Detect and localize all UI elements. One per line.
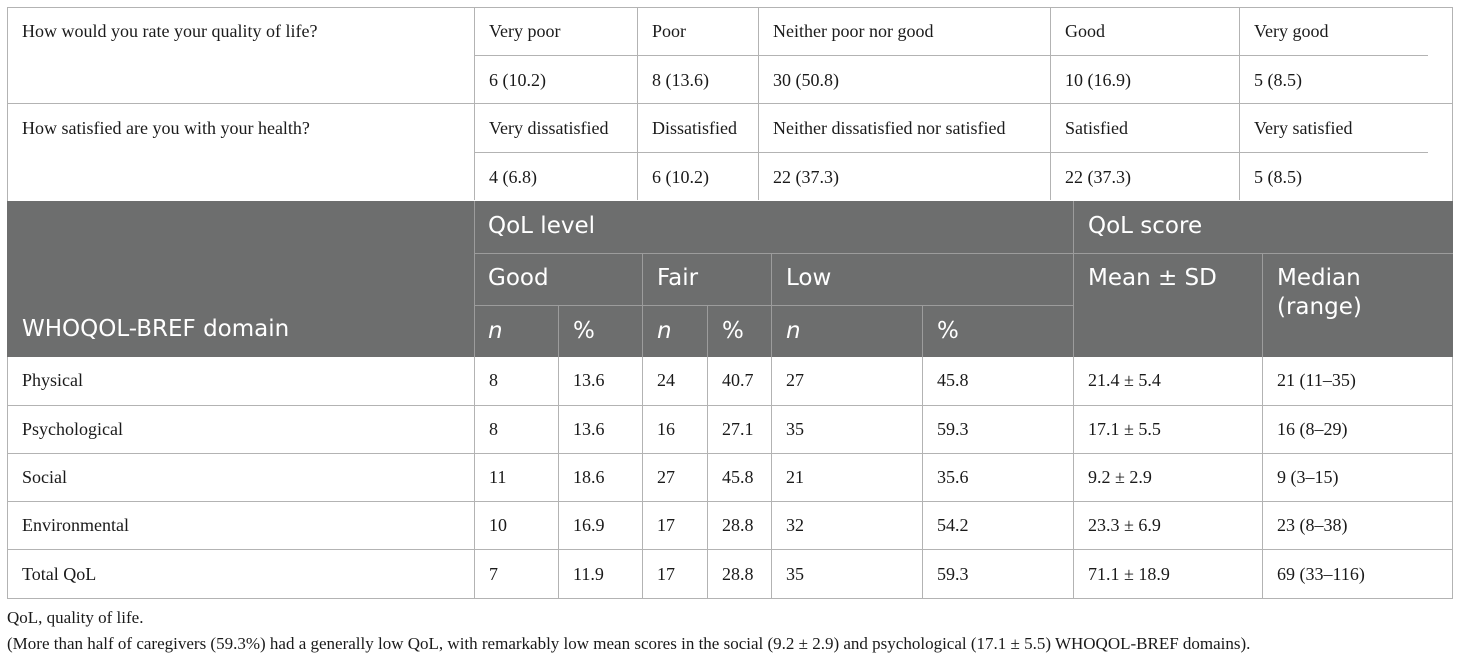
median-range: 23 (8–38) xyxy=(1277,515,1348,535)
mean-sd: 17.1 ± 5.5 xyxy=(1088,419,1161,439)
col-divider xyxy=(1073,357,1074,599)
low-pct-header: % xyxy=(937,318,959,344)
option-label: Neither poor nor good xyxy=(773,21,934,41)
header-divider xyxy=(1262,253,1263,357)
option-label: Very good xyxy=(1254,21,1329,41)
low-n: 27 xyxy=(786,370,804,390)
mean-sd: 23.3 ± 6.9 xyxy=(1088,515,1161,535)
footnote-summary: (More than half of caregivers (59.3%) had a generally low QoL, with remarkably low mean scores in the social (9.2 ± 2.9) and psychological (17.1 ± 5.5) WHOQOL-BREF domains). xyxy=(7,634,1251,653)
fair-n: 27 xyxy=(657,467,675,487)
header-divider xyxy=(474,253,1453,254)
qol-score-header: QoL score xyxy=(1088,213,1203,239)
domain-name: Psychological xyxy=(22,419,123,439)
mean-sd-header: Mean ± SD xyxy=(1088,265,1217,291)
domain-name: Environmental xyxy=(22,515,129,535)
median-range: 16 (8–29) xyxy=(1277,419,1348,439)
option-value: 6 (10.2) xyxy=(489,70,546,90)
qol-level-header: QoL level xyxy=(488,213,595,239)
col-divider xyxy=(1239,7,1240,200)
low-n: 35 xyxy=(786,419,804,439)
col-divider xyxy=(922,357,923,599)
low-n-header: n xyxy=(786,318,801,344)
good-n: 8 xyxy=(489,419,498,439)
mean-sd: 71.1 ± 18.9 xyxy=(1088,564,1170,584)
fair-pct: 40.7 xyxy=(722,370,754,390)
low-header: Low xyxy=(786,265,832,291)
col-divider xyxy=(771,357,772,599)
header-divider xyxy=(474,201,475,357)
option-value: 22 (37.3) xyxy=(773,167,839,187)
good-pct: 11.9 xyxy=(573,564,604,584)
row-divider xyxy=(7,549,1453,550)
fair-n: 16 xyxy=(657,419,675,439)
fair-pct: 45.8 xyxy=(722,467,754,487)
good-pct: 13.6 xyxy=(573,419,605,439)
domain-name: Social xyxy=(22,467,67,487)
fair-n: 17 xyxy=(657,515,675,535)
question-text: How satisfied are you with your health? xyxy=(22,118,310,138)
question-text: How would you rate your quality of life? xyxy=(22,21,318,41)
row-divider xyxy=(7,103,1452,104)
header-divider xyxy=(922,305,923,357)
domain-name: Physical xyxy=(22,370,83,390)
domain-column-header: WHOQOL-BREF domain xyxy=(22,316,290,342)
col-divider xyxy=(474,7,475,200)
header-divider xyxy=(558,305,559,357)
median-range: 21 (11–35) xyxy=(1277,370,1356,390)
good-pct: 13.6 xyxy=(573,370,605,390)
option-value: 6 (10.2) xyxy=(652,167,709,187)
col-divider xyxy=(758,7,759,200)
col-divider xyxy=(707,357,708,599)
mean-sd: 21.4 ± 5.4 xyxy=(1088,370,1161,390)
fair-n-header: n xyxy=(657,318,672,344)
good-pct: 18.6 xyxy=(573,467,605,487)
option-label: Neither dissatisfied nor satisfied xyxy=(773,118,1006,138)
header-divider xyxy=(771,253,772,357)
row-divider xyxy=(7,453,1453,454)
header-divider xyxy=(1073,201,1074,357)
col-divider xyxy=(1050,7,1051,200)
header-divider xyxy=(642,253,643,357)
option-label: Very poor xyxy=(489,21,561,41)
option-value: 8 (13.6) xyxy=(652,70,709,90)
option-value: 22 (37.3) xyxy=(1065,167,1131,187)
low-n: 32 xyxy=(786,515,804,535)
option-value: 5 (8.5) xyxy=(1254,167,1302,187)
row-divider xyxy=(474,152,1428,153)
option-label: Satisfied xyxy=(1065,118,1128,138)
row-divider xyxy=(474,55,1428,56)
row-divider xyxy=(7,501,1453,502)
col-divider xyxy=(637,7,638,200)
domain-name: Total QoL xyxy=(22,564,97,584)
good-header: Good xyxy=(488,265,549,291)
fair-pct-header: % xyxy=(722,318,744,344)
good-n: 8 xyxy=(489,370,498,390)
option-value: 4 (6.8) xyxy=(489,167,537,187)
option-label: Very dissatisfied xyxy=(489,118,609,138)
good-n: 10 xyxy=(489,515,507,535)
option-value: 30 (50.8) xyxy=(773,70,839,90)
footnote-abbreviation: QoL, quality of life. xyxy=(7,608,144,627)
option-label: Dissatisfied xyxy=(652,118,737,138)
option-label: Poor xyxy=(652,21,687,41)
median-range: 9 (3–15) xyxy=(1277,467,1339,487)
option-value: 10 (16.9) xyxy=(1065,70,1131,90)
row-divider xyxy=(7,405,1453,406)
header-divider xyxy=(474,305,1073,306)
fair-pct: 28.8 xyxy=(722,564,754,584)
median-range-header: (range) xyxy=(1277,294,1362,320)
low-pct: 59.3 xyxy=(937,564,969,584)
table-border-bottom xyxy=(7,598,1453,599)
good-n: 7 xyxy=(489,564,498,584)
fair-pct: 27.1 xyxy=(722,419,754,439)
table-border-top xyxy=(7,7,1452,8)
low-n: 21 xyxy=(786,467,804,487)
median-header: Median xyxy=(1277,265,1361,291)
good-n-header: n xyxy=(488,318,503,344)
option-label: Very satisfied xyxy=(1254,118,1353,138)
mean-sd: 9.2 ± 2.9 xyxy=(1088,467,1152,487)
low-pct: 54.2 xyxy=(937,515,969,535)
low-pct: 35.6 xyxy=(937,467,969,487)
good-pct-header: % xyxy=(573,318,595,344)
option-label: Good xyxy=(1065,21,1105,41)
median-range: 69 (33–116) xyxy=(1277,564,1365,584)
low-pct: 45.8 xyxy=(937,370,969,390)
fair-n: 24 xyxy=(657,370,675,390)
fair-pct: 28.8 xyxy=(722,515,754,535)
fair-n: 17 xyxy=(657,564,675,584)
option-value: 5 (8.5) xyxy=(1254,70,1302,90)
header-divider xyxy=(707,305,708,357)
col-divider xyxy=(1262,357,1263,599)
fair-header: Fair xyxy=(657,265,699,291)
low-pct: 59.3 xyxy=(937,419,969,439)
good-n: 11 xyxy=(489,467,507,487)
good-pct: 16.9 xyxy=(573,515,605,535)
col-divider xyxy=(558,357,559,599)
col-divider xyxy=(474,357,475,599)
col-divider xyxy=(642,357,643,599)
low-n: 35 xyxy=(786,564,804,584)
